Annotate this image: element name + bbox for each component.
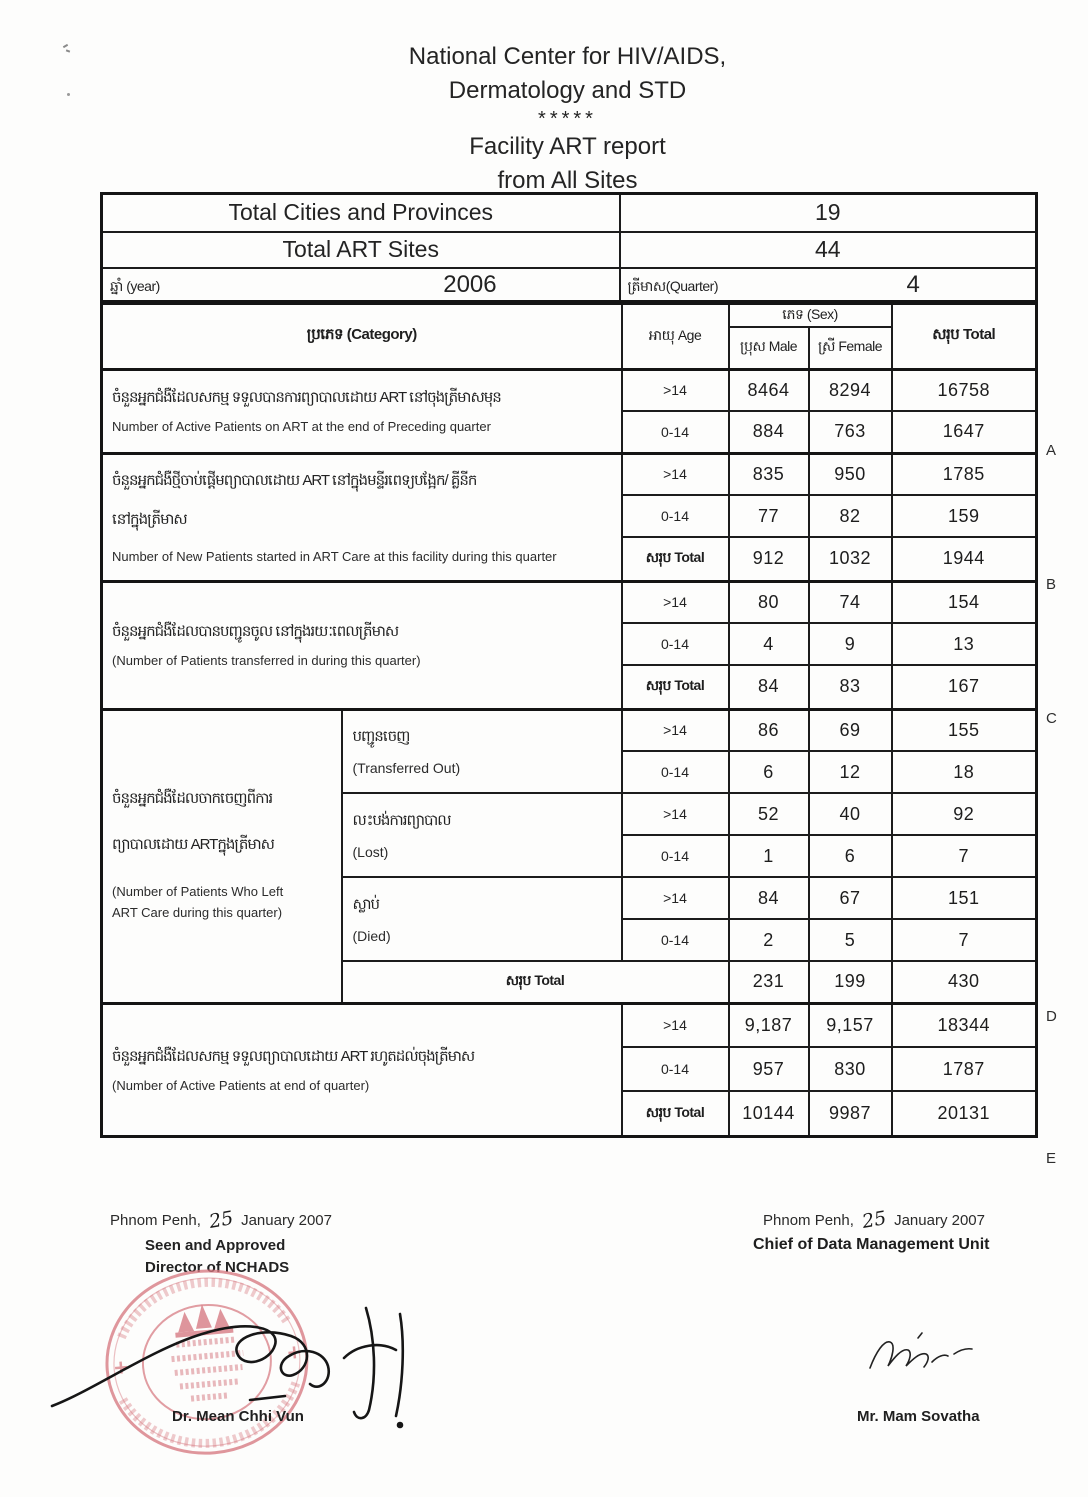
total-value: 159 (892, 495, 1037, 537)
age-cell: >14 (622, 1003, 729, 1047)
approval-line1: Seen and Approved (145, 1237, 286, 1254)
place-label: Phnom Penh, (110, 1212, 201, 1229)
total-value: 18 (892, 751, 1037, 793)
summary-value: 19 (620, 194, 1037, 232)
female-value: 74 (809, 581, 892, 623)
male-value: 84 (729, 877, 809, 919)
female-value: 763 (809, 411, 892, 453)
org-name-line2: Dermatology and STD (448, 77, 687, 104)
year-cell (102, 268, 620, 302)
total-value: 20131 (892, 1091, 1037, 1136)
female-value: 5 (809, 919, 892, 961)
document-header (100, 40, 1035, 198)
total-row-label: សរុប Total (342, 961, 729, 1003)
year-value: 2006 (443, 270, 497, 298)
category-khmer: ចំនួនអ្នកជំងឺដែលចាកចេញពីការ (112, 790, 273, 807)
male-value: 80 (729, 581, 809, 623)
subcategory-khmer: ស្លាប់ (352, 895, 380, 913)
total-value: 92 (892, 793, 1037, 835)
category-khmer: ចំនួនអ្នកជំងឺថ្មីចាប់ផ្តើមព្យាបាលដោយ ART នៅក្នុងមន្ទីរពេទ្យបង្អែក/ គ្លីនីក (112, 471, 477, 489)
female-value: 1032 (809, 537, 892, 581)
category-english: ART Care during this quarter) (112, 905, 283, 920)
category-english: (Number of Active Patients at end of quarter) (112, 1077, 370, 1093)
female-value: 830 (809, 1047, 892, 1091)
female-value: 83 (809, 665, 892, 709)
total-value: 7 (892, 835, 1037, 877)
female-value: 69 (809, 709, 892, 751)
subcategory-cell (342, 877, 622, 961)
category-cell-c (102, 581, 622, 709)
table-header-row (102, 304, 1037, 328)
section-marker: B (1046, 576, 1057, 593)
summary-table (100, 192, 1038, 303)
female-value: 82 (809, 495, 892, 537)
subcategory-english: (Transferred Out) (352, 759, 461, 776)
org-name-line1: National Center for HIV/AIDS, (408, 43, 727, 70)
age-cell: >14 (622, 581, 729, 623)
category-khmer: ចំនួនអ្នកជំងឺដែលសកម្ម ទទួលព្យាបាលដោយ ART រហូតដល់ចុងត្រីមាស (112, 1047, 475, 1065)
table-row (102, 1003, 1037, 1047)
year-label: ឆ្នាំ (year) (110, 277, 160, 294)
category-english: Number of Active Patients on ART at the end of Preceding quarter (112, 419, 491, 434)
age-cell: 0-14 (622, 919, 729, 961)
report-title-line1: Facility ART report (469, 133, 666, 160)
category-cell-b (102, 453, 622, 581)
chief-title: Chief of Data Management Unit (753, 1236, 990, 1253)
male-value: 52 (729, 793, 809, 835)
report-title-line2: from All Sites (497, 167, 638, 194)
category-english: Number of New Patients started in ART Care at this facility during this quarter (112, 548, 557, 564)
col-header-male: ប្រុស Male (729, 327, 809, 369)
category-english: (Number of Patients transferred in during this quarter) (112, 653, 421, 668)
col-header-total: សរុប Total (892, 304, 1037, 370)
male-value: 86 (729, 709, 809, 751)
age-cell: 0-14 (622, 411, 729, 453)
section-marker: A (1046, 442, 1057, 459)
female-value: 950 (809, 453, 892, 495)
category-khmer: ព្យាបាលដោយ ARTក្នុងត្រីមាស (112, 836, 274, 853)
age-cell: >14 (622, 453, 729, 495)
category-khmer: ចំនួនអ្នកជំងឺដែលបានបញ្ជូនចូល នៅក្នុងរយៈពេលត្រីមាស (112, 623, 399, 640)
age-cell: 0-14 (622, 835, 729, 877)
male-value: 884 (729, 411, 809, 453)
total-row-label: សរុប Total (622, 1091, 729, 1136)
table-row (102, 369, 1037, 411)
total-value: 7 (892, 919, 1037, 961)
table-row (102, 709, 1037, 751)
subcategory-khmer: បញ្ជូនចេញ (352, 727, 410, 745)
age-cell: >14 (622, 793, 729, 835)
total-value: 13 (892, 623, 1037, 665)
subcategory-cell (342, 793, 622, 877)
subcategory-cell (342, 709, 622, 793)
age-cell: 0-14 (622, 623, 729, 665)
total-value: 430 (892, 961, 1037, 1003)
signatory-name-right: Mr. Mam Sovatha (857, 1408, 980, 1425)
age-cell: >14 (622, 709, 729, 751)
male-value: 6 (729, 751, 809, 793)
male-value: 4 (729, 623, 809, 665)
age-cell: 0-14 (622, 1047, 729, 1091)
total-value: 1647 (892, 411, 1037, 453)
female-value: 9987 (809, 1091, 892, 1136)
male-value: 8464 (729, 369, 809, 411)
female-value: 9 (809, 623, 892, 665)
approval-line2: Director of NCHADS (145, 1259, 290, 1276)
male-value: 84 (729, 665, 809, 709)
total-value: 155 (892, 709, 1037, 751)
male-value: 835 (729, 453, 809, 495)
total-value: 18344 (892, 1003, 1037, 1047)
male-value: 957 (729, 1047, 809, 1091)
table-row (102, 581, 1037, 623)
total-value: 16758 (892, 369, 1037, 411)
scan-artifact (66, 49, 70, 52)
section-marker: D (1046, 1008, 1057, 1025)
total-value: 167 (892, 665, 1037, 709)
report-table (100, 302, 1038, 1138)
age-cell: 0-14 (622, 751, 729, 793)
table-row (102, 194, 1037, 232)
scan-artifact (67, 93, 70, 96)
age-cell: >14 (622, 369, 729, 411)
date-line-right (763, 1207, 985, 1233)
male-value: 77 (729, 495, 809, 537)
signatory-name-left: Dr. Mean Chhi Vun (172, 1408, 304, 1425)
subcategory-khmer: លះបង់ការព្យាបាល (352, 811, 451, 829)
summary-label: Total ART Sites (102, 232, 620, 268)
female-value: 6 (809, 835, 892, 877)
summary-label: Total Cities and Provinces (102, 194, 620, 232)
total-row-label: សរុប Total (622, 537, 729, 581)
subcategory-english: (Died) (352, 927, 391, 944)
age-cell: >14 (622, 877, 729, 919)
female-value: 9,157 (809, 1003, 892, 1047)
female-value: 8294 (809, 369, 892, 411)
female-value: 40 (809, 793, 892, 835)
age-cell: 0-14 (622, 495, 729, 537)
category-cell-e (102, 1003, 622, 1136)
male-value: 2 (729, 919, 809, 961)
subcategory-english: (Lost) (352, 843, 389, 860)
date-line-left (110, 1207, 332, 1233)
table-row (102, 268, 1037, 302)
female-value: 199 (809, 961, 892, 1003)
col-header-age: អាយុ Age (622, 304, 729, 370)
category-cell-a (102, 369, 622, 453)
female-value: 12 (809, 751, 892, 793)
total-row-label: សរុប Total (622, 665, 729, 709)
total-value: 1785 (892, 453, 1037, 495)
place-label: Phnom Penh, (763, 1212, 854, 1229)
category-cell-d (102, 709, 342, 1003)
table-row (102, 453, 1037, 495)
total-value: 1787 (892, 1047, 1037, 1091)
section-marker: E (1046, 1150, 1057, 1167)
quarter-cell (620, 268, 1037, 302)
col-header-sex: ភេទ (Sex) (729, 304, 892, 328)
male-value: 1 (729, 835, 809, 877)
summary-value: 44 (620, 232, 1037, 268)
col-header-category: ប្រភេទ (Category) (102, 304, 622, 370)
category-english: (Number of Patients Who Left (112, 884, 284, 899)
total-value: 151 (892, 877, 1037, 919)
female-value: 67 (809, 877, 892, 919)
divider-stars: ***** (538, 108, 597, 130)
scan-artifact (63, 44, 68, 48)
male-value: 10144 (729, 1091, 809, 1136)
section-marker: C (1046, 710, 1057, 727)
signature-right (860, 1322, 978, 1380)
date-label: January 2007 (894, 1212, 985, 1229)
quarter-label: ត្រីមាស(Quarter) (627, 277, 719, 294)
total-value: 154 (892, 581, 1037, 623)
male-value: 912 (729, 537, 809, 581)
male-value: 231 (729, 961, 809, 1003)
date-label: January 2007 (241, 1212, 332, 1229)
table-row (102, 232, 1037, 268)
category-khmer: នៅក្នុងត្រីមាស (112, 510, 187, 528)
total-value: 1944 (892, 537, 1037, 581)
quarter-value: 4 (906, 270, 920, 298)
handwritten-date: 25 (860, 1207, 888, 1233)
col-header-female: ស្រី Female (809, 327, 892, 369)
male-value: 9,187 (729, 1003, 809, 1047)
category-khmer: ចំនួនអ្នកជំងឺដែលសកម្ម ទទួលបានការព្យាបាលដោយ ART នៅចុងត្រីមាសមុន (112, 389, 501, 406)
handwritten-date: 25 (207, 1207, 235, 1233)
